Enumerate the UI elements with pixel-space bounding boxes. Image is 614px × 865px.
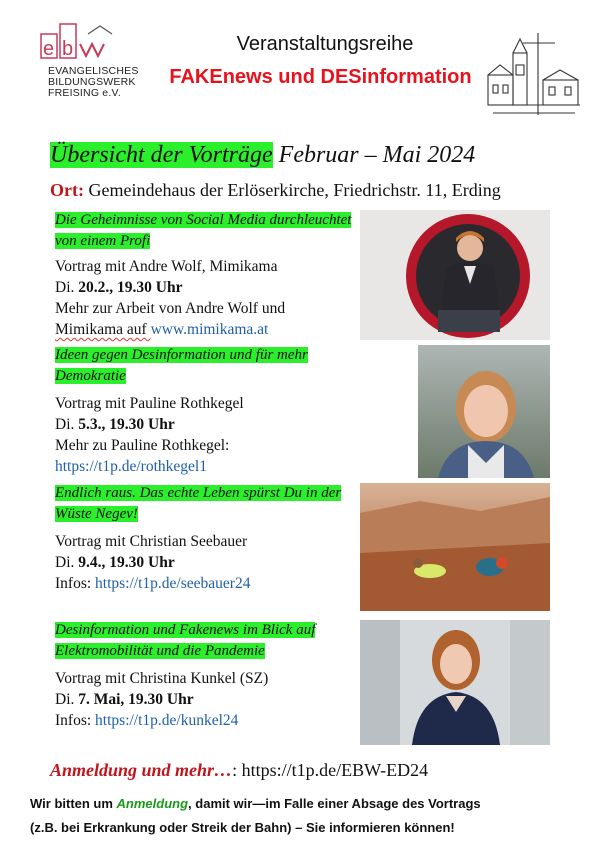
logo-line-3: FREISING e.V. xyxy=(48,87,121,99)
logo-line-1: EVANGELISCHES xyxy=(48,65,139,77)
overview-title xyxy=(50,142,475,169)
ebw-logo xyxy=(30,22,139,127)
event-date: Di. 7. Mai, 19.30 Uhr xyxy=(55,691,194,708)
location-text: Gemeindehaus der Erlöserkirche, Friedrichstr. 11, Erding xyxy=(83,180,501,200)
event-date: Di. 20.2., 19.30 Uhr xyxy=(55,279,183,296)
overview-title-highlight: Übersicht der Vorträge xyxy=(50,142,273,168)
event-info-link-line: Infos: https://t1p.de/kunkel24 xyxy=(55,712,239,729)
location-line xyxy=(50,180,501,201)
event-info-link-line xyxy=(55,456,355,477)
photo-pauline-rothkegel xyxy=(418,345,550,478)
footer-line-2: (z.B. bei Erkrankung oder Streik der Bahn) – Sie informieren können! xyxy=(30,820,455,835)
registration-label: Anmeldung und mehr… xyxy=(50,760,233,780)
overview-title-rest: Februar – Mai 2024 xyxy=(272,142,476,168)
location-label: Ort: xyxy=(50,180,84,200)
event-2 xyxy=(55,345,355,477)
event-speaker: Vortrag mit Andre Wolf, Mimikama xyxy=(55,258,278,275)
event-speaker: Vortrag mit Christina Kunkel (SZ) xyxy=(55,670,269,687)
event-link[interactable]: www.mimikama.at xyxy=(150,321,269,338)
event-title: Endlich raus. Das echte Leben spürst Du in der Wüste Negev! xyxy=(55,485,342,522)
footer-line-1: Wir bitten um Anmeldung, damit wir—im Falle einer Absage des Vortrags xyxy=(30,796,481,811)
event-info-link-line: Mimikama auf www.mimikama.at xyxy=(55,321,269,338)
registration-line: Anmeldung und mehr…: https://t1p.de/EBW-ED24 xyxy=(50,760,429,780)
event-1 xyxy=(55,210,355,340)
event-title: Ideen gegen Desinformation und für mehr Demokratie xyxy=(55,347,308,384)
registration-link[interactable]: https://t1p.de/EBW-ED24 xyxy=(241,760,429,780)
event-4 xyxy=(55,620,355,731)
event-link[interactable]: https://t1p.de/rothkegel1 xyxy=(55,458,207,475)
logo-line-2: BILDUNGSWERK xyxy=(48,76,136,88)
event-title: Desinformation und Fakenews im Blick auf Elektromobilität und die Pandemie xyxy=(55,622,316,659)
series-title: Veranstaltungsreihe xyxy=(236,33,414,55)
event-info: Mehr zu Pauline Rothkegel: xyxy=(55,437,230,454)
event-speaker: Vortrag mit Christian Seebauer xyxy=(55,533,248,550)
svg-text:e: e xyxy=(43,38,55,60)
event-3 xyxy=(55,483,355,594)
event-title: Die Geheimnisse von Social Media durchleuchtet von einem Profi xyxy=(55,212,352,249)
event-speaker: Vortrag mit Pauline Rothkegel xyxy=(55,395,244,412)
svg-text:b: b xyxy=(62,38,74,60)
event-link[interactable]: https://t1p.de/kunkel24 xyxy=(95,712,239,729)
event-date: Di. 9.4., 19.30 Uhr xyxy=(55,554,175,571)
ebw-logo-mark xyxy=(40,22,120,62)
event-info-link-line: Infos: https://t1p.de/seebauer24 xyxy=(55,575,251,592)
photo-andre-wolf xyxy=(360,210,550,340)
event-date: Di. 5.3., 19.30 Uhr xyxy=(55,416,175,433)
photo-desert-negev xyxy=(360,483,550,611)
event-info: Mehr zur Arbeit von Andre Wolf und xyxy=(55,300,286,317)
series-topic: FAKEnews und DESinformation xyxy=(169,66,472,88)
photo-christina-kunkel xyxy=(360,620,550,745)
event-link[interactable]: https://t1p.de/seebauer24 xyxy=(95,575,251,592)
church-drawing xyxy=(483,25,583,125)
